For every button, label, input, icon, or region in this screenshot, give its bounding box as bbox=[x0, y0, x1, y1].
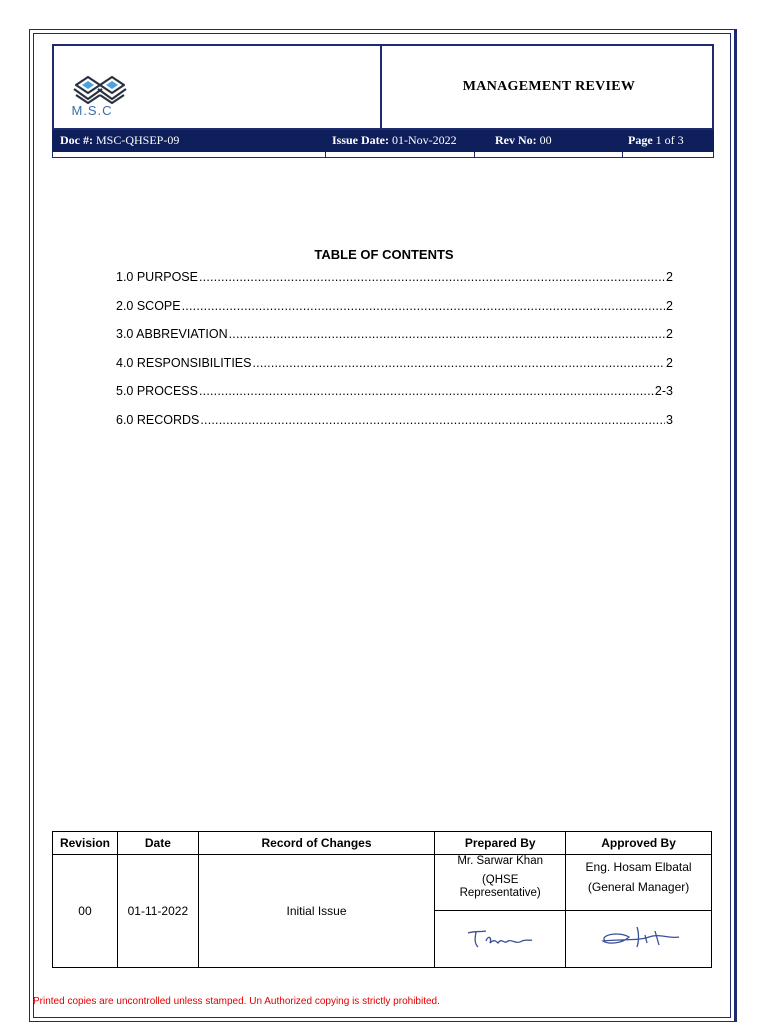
logo-cell bbox=[54, 46, 382, 132]
toc-leader-dots bbox=[199, 270, 665, 284]
toc-item-label: 1.0 PURPOSE bbox=[116, 270, 198, 284]
prepared-by-cell bbox=[435, 855, 566, 911]
approved-by-role: (General Manager) bbox=[587, 880, 690, 894]
column-header-date: Date bbox=[117, 832, 198, 855]
document-meta-bar bbox=[52, 130, 714, 152]
toc-item-label: 5.0 PROCESS bbox=[116, 384, 198, 398]
issue-date: Issue Date: 01-Nov-2022 bbox=[332, 133, 457, 147]
logo-text: M.S.C bbox=[71, 103, 113, 118]
toc-item-page: 2 bbox=[666, 298, 673, 313]
toc-leader-dots bbox=[252, 356, 665, 370]
toc-item-page: 3 bbox=[666, 412, 673, 427]
column-header-changes: Record of Changes bbox=[198, 832, 434, 855]
toc-item-label: 3.0 ABBREVIATION bbox=[116, 327, 228, 341]
toc-leader-dots bbox=[182, 299, 665, 313]
footer-disclaimer: Printed copies are uncontrolled unless stamped. Un Authorized copying is strictly prohibited. bbox=[33, 996, 440, 1007]
header-box bbox=[52, 44, 714, 130]
toc-leader-dots bbox=[199, 384, 654, 398]
table-of-contents bbox=[116, 270, 673, 441]
toc-item-responsibilities[interactable] bbox=[116, 356, 673, 385]
prepared-by-signature bbox=[435, 911, 566, 968]
header-divider bbox=[474, 152, 475, 157]
prepared-by-role-line2: Representative) bbox=[459, 887, 541, 899]
toc-item-label: 6.0 RECORDS bbox=[116, 412, 200, 427]
signature-prepared-icon bbox=[460, 923, 540, 953]
revision-cell: 00 bbox=[53, 855, 118, 968]
toc-leader-dots bbox=[200, 413, 665, 427]
toc-item-purpose[interactable] bbox=[116, 270, 673, 299]
toc-item-page: 2 bbox=[666, 355, 673, 370]
prepared-by-name: Mr. Sarwar Khan bbox=[457, 855, 543, 867]
approved-by-name: Eng. Hosam Elbatal bbox=[585, 860, 692, 874]
header-underline bbox=[52, 152, 714, 158]
table-row bbox=[53, 855, 712, 911]
toc-leader-dots bbox=[229, 327, 665, 341]
header-divider bbox=[325, 152, 326, 157]
table-header-row bbox=[53, 832, 712, 855]
approved-by-signature bbox=[566, 911, 712, 968]
prepared-by-role-line1: (QHSE bbox=[481, 874, 519, 886]
toc-item-label: 2.0 SCOPE bbox=[116, 298, 181, 313]
document-header bbox=[52, 44, 714, 157]
page-number: Page 1 of 3 bbox=[628, 133, 684, 147]
header-divider bbox=[622, 152, 623, 157]
revision-number: Rev No: 00 bbox=[495, 133, 552, 147]
column-header-prepared-by: Prepared By bbox=[435, 832, 566, 855]
signature-approved-icon bbox=[589, 921, 689, 955]
document-title: MANAGEMENT REVIEW bbox=[462, 79, 636, 94]
prepared-by-role bbox=[436, 874, 564, 900]
toc-item-page: 2-3 bbox=[654, 384, 673, 398]
toc-item-abbreviation[interactable] bbox=[116, 327, 673, 356]
page-border-right-band bbox=[735, 29, 737, 1022]
toc-item-label: 4.0 RESPONSIBILITIES bbox=[116, 355, 252, 370]
revision-history-table bbox=[52, 831, 712, 968]
column-header-approved-by: Approved By bbox=[566, 832, 712, 855]
toc-item-process[interactable] bbox=[116, 384, 673, 413]
toc-item-records[interactable] bbox=[116, 413, 673, 442]
doc-number: Doc #: MSC-QHSEP-09 bbox=[60, 133, 180, 147]
toc-heading: TABLE OF CONTENTS bbox=[314, 247, 454, 262]
header-divider bbox=[713, 152, 714, 157]
changes-cell: Initial Issue bbox=[198, 855, 434, 968]
toc-item-page: 2 bbox=[666, 270, 673, 284]
approved-by-cell bbox=[566, 855, 712, 911]
header-divider bbox=[52, 152, 53, 157]
toc-item-page: 2 bbox=[666, 327, 673, 341]
toc-item-scope[interactable] bbox=[116, 299, 673, 328]
column-header-revision: Revision bbox=[53, 832, 118, 855]
date-cell: 01-11-2022 bbox=[117, 855, 198, 968]
